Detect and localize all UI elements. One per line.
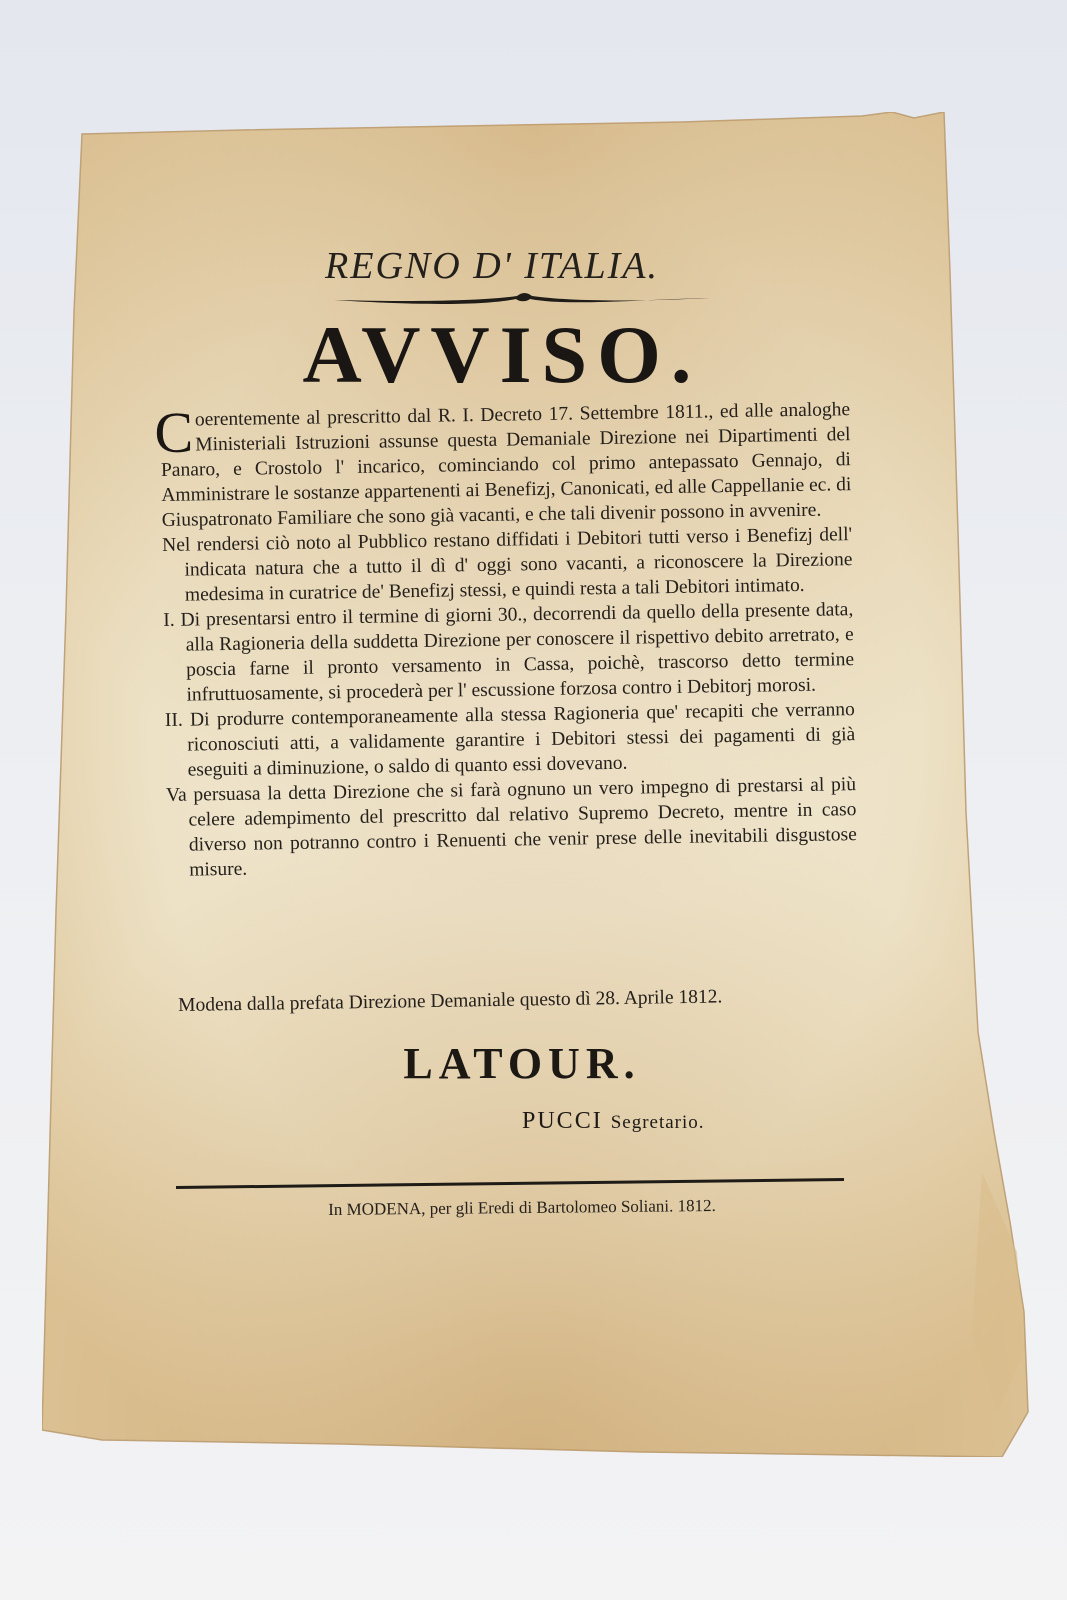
intro-paragraph [153,397,852,533]
header-kingdom: REGNO D' ITALIA. [325,245,659,287]
secretary-title: Segretario. [610,1112,705,1133]
title-avviso: AVVISO. [302,309,702,400]
printer-imprint: In MODENA, per gli Eredi di Bartolomeo Soliani. 1812. [328,1195,716,1220]
date-line: Modena dalla prefata Direzione Demaniale questo dì 28. Aprile 1812. [178,986,723,1016]
intro-text: oerentemente al prescritto dal R. I. Decreto 17. Settembre 1811., ed alle analoghe Ministeriali Istruzioni assunse questa Demaniale Direzione nei Dipartimenti del Panaro, e Crostolo l' incarico, cominciando col primo antepassato Gennajo, di Amministrare le sostanze appartenenti ai Benefizj, Canonicati, ed alle Cappellanie ec. di Giuspatronato Familiare che sono già vacanti, e che tali divenir possono in avvenire. [160,399,852,531]
section-one: I. Di presentarsi entro il termine di giorni 30., decorrendi da quello della presente data, alla Ragioneria della suddetta Direzione per conoscere il rispettivo debito arretrato, e poscia farne il pronto versamento in Cassa, poichè, trascorso detto termine infruttuosamente, si procederà per l' escussione forzosa contro i Debitorj morosi. [163,599,855,706]
bottom-rule [176,1176,846,1190]
closing-paragraph: Va persuasa la detta Direzione che si farà ognuno un vero impegno di prestarsi al più celere adempimento del prescritto dal relativo Supremo Decreto, mentre in caso diverso non potranno contro i Renuenti che venir prese delle inevitabili disgustose misure. [165,774,857,881]
drop-cap: C [153,399,194,466]
notice-body [153,397,857,883]
section-two: II. Di produrre contemporaneamente alla stessa Ragioneria que' recapiti che verranno riconosciuti atti, a validamente garantire i Debitori stessi dei pagamenti di già eseguiti a diminuzione, o saldo di quanto essi dovevano. [164,699,856,781]
notice-paragraph: Nel rendersi ciò noto al Pubblico restano diffidati i Debitori tutti verso i Benefizj dell' indicata natura che a tutto il dì d' oggi sono vacanti, a riconoscere la Direzione medesima in curatrice de' Benefizj stessi, e quindi resta a tali Debitori intimato. [161,524,853,606]
secretary-line [522,1108,842,1135]
signatory-name: LATOUR. [403,1039,641,1088]
secretary-name: PUCCI [522,1108,603,1134]
ornamental-rule [332,288,712,308]
poster-sheet [42,112,1030,1457]
poster-content [42,112,1030,1457]
